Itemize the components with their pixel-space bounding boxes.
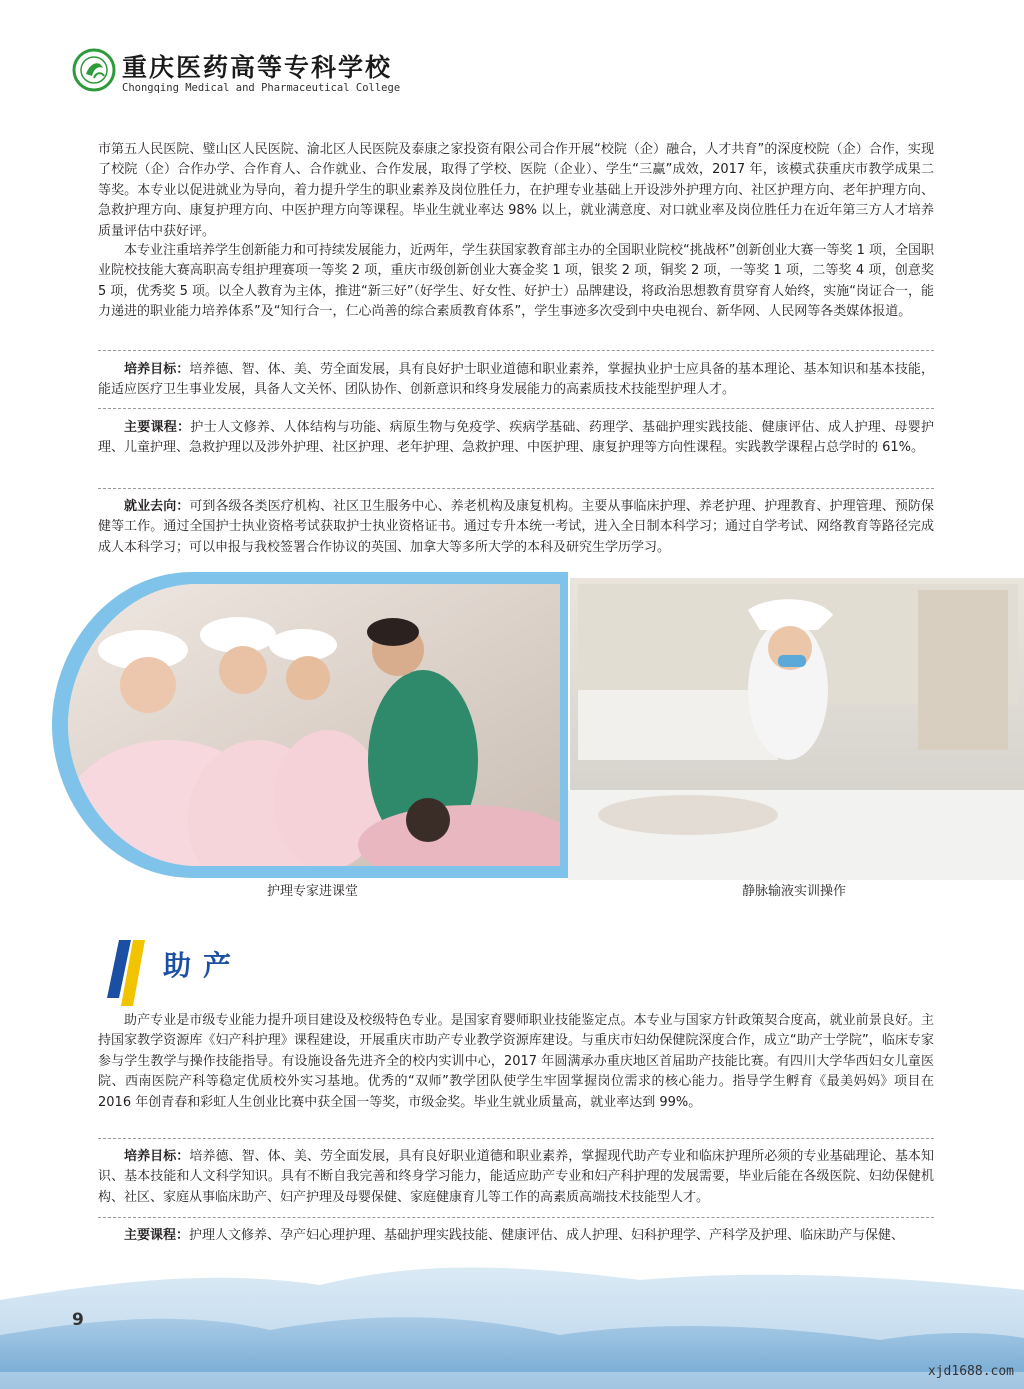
- caption-left-photo: 护理专家进课堂: [267, 884, 359, 899]
- divider: [98, 408, 934, 409]
- midwifery-goal: [98, 1147, 934, 1208]
- section-heading-midwifery: [105, 940, 405, 1010]
- footer-mountain-decoration: [0, 1240, 1024, 1389]
- course-text: 护士人文修养、人体结构与功能、病原生物与免疫学、疾病学基础、药理学、基础护理实践技能、健康评估、成人护理、母婴护理、儿童护理、急救护理以及涉外护理、社区护理、老年护理、急救护理、中医护理、康复护理等方向性课程。实践教学课程占总学时的 61%。: [98, 420, 934, 456]
- school-logo-icon: [72, 48, 116, 92]
- divider: [98, 488, 934, 489]
- divider: [98, 350, 934, 351]
- photo-strip: [0, 570, 1024, 880]
- goal-text: 培养德、智、体、美、劳全面发展，具有良好护士职业道德和职业素养，掌握执业护士应具备的基本理论、基本知识和基本技能，能适应医疗卫生事业发展，具备人文关怀、团队协作、创新意识和终身发展能力的高素质技术技能型护理人才。: [98, 362, 934, 398]
- page-number: 9: [72, 1310, 84, 1330]
- nursing-courses: [98, 418, 934, 459]
- school-name-english: Chongqing Medical and Pharmaceutical College: [122, 82, 401, 94]
- school-name-chinese: 重庆医药高等专科学校: [122, 53, 393, 82]
- nursing-goal: [98, 360, 934, 401]
- section-title: 助产: [163, 949, 244, 982]
- watermark: xjd1688.com: [927, 1364, 1014, 1379]
- goal-text: 培养德、智、体、美、劳全面发展，具有良好职业道德和职业素养，掌握现代助产专业和临床护理所必须的专业基础理论、基本知识、基本技能和人文科学知识。具有不断自我完善和终身学习能力，能适应助产专业和妇产科护理的发展需要，毕业后能在各级医院、妇幼保健机构、社区、家庭从事临床助产、妇产护理及母婴保健、家庭健康育儿等工作的高素质高端技术技能型人才。: [98, 1149, 934, 1205]
- caption-right-photo: 静脉输液实训操作: [742, 884, 847, 899]
- midwifery-paragraph-1: 助产专业是市级专业能力提升项目建设及校级特色专业。是国家育婴师职业技能鉴定点。本专业与国家方针政策契合度高，就业前景良好。主持国家教学资源库《妇产科护理》课程建设，开展重庆市助产专业教学资源库建设。与重庆市妇幼保健院深度合作，成立“助产士学院”，临床专家参与学生教学与操作技能指导。有设施设备先进齐全的校内实训中心，2017 年圆满承办重庆地区首届助产技能比赛。有四川大学华西妇女儿童医院、西南医院产科等稳定优质校外实习基地。优秀的“双师”教学团队使学生牢固掌握岗位需求的核心能力。指导学生孵育《最美妈妈》项目在 2016 年创青春和彩虹人生创业比赛中获全国一等奖，市级金奖。毕业生就业质量高，就业率达到 99%。: [98, 1013, 934, 1110]
- course-label: 主要课程：: [124, 420, 191, 435]
- photo-frame: [48, 570, 1024, 880]
- photo-iv-infusion-practice: [568, 584, 1024, 880]
- nursing-career: [98, 497, 934, 558]
- photo-expert-in-classroom: [58, 584, 578, 880]
- goal-label: 培养目标：: [124, 1149, 190, 1164]
- course-label: 主要课程：: [124, 1228, 190, 1243]
- divider: [98, 1138, 934, 1139]
- nursing-paragraph-2: 本专业注重培养学生创新能力和可持续发展能力，近两年，学生获国家教育部主办的全国职业院校“挑战杯”创新创业大赛一等奖 1 项，全国职业院校技能大赛高职高专组护理赛项一等奖 2 项，重庆市级创新创业大赛金奖 1 项，银奖 2 项，铜奖 2 项，一等奖 1 项，二等奖 4 项，创意奖 5 项，优秀奖 5 项。以全人教育为主体，推进“新三好”（好学生、好女性、好护士）品牌建设，将政治思想教育贯穿育人始终，实施“岗证合一，能力递进的职业能力培养体系”及“知行合一，仁心尚善的综合素质教育体系”，学生事迹多次受到中央电视台、新华网、人民网等各类媒体报道。: [98, 243, 935, 320]
- nursing-paragraph-1: 市第五人民医院、璧山区人民医院、渝北区人民医院及泰康之家投资有限公司合作开展“校院（企）融合，人才共育”的深度校院（企）合作，实现了校院（企）合作办学、合作育人、合作就业、合作发展，取得了学校、医院（企业）、学生“三赢”成效，2017 年，该模式获重庆市教学成果二等奖。本专业以促进就业为导向，着力提升学生的职业素养及岗位胜任力，在护理专业基础上开设涉外护理方向、社区护理方向、老年护理方向、急救护理方向、康复护理方向、中医护理方向等课程。毕业生就业率达 98% 以上，就业满意度、对口就业率及岗位胜任力在近年第三方人才培养质量评估中获好评。: [98, 142, 934, 239]
- page-header: [72, 44, 492, 104]
- career-label: 就业去向：: [124, 499, 190, 514]
- section-marker-icon: [105, 940, 155, 1006]
- divider: [98, 1217, 934, 1218]
- career-text: 可到各级各类医疗机构、社区卫生服务中心、养老机构及康复机构。主要从事临床护理、养老护理、护理教育、护理管理、预防保健等工作。通过全国护士执业资格考试获取护士执业资格证书。通过专升本统一考试，进入全日制本科学习；通过自学考试、网络教育等路径完成成人本科学习；可以申报与我校签署合作协议的英国、加拿大等多所大学的本科及研究生学历学习。: [98, 499, 934, 555]
- goal-label: 培养目标：: [124, 362, 190, 377]
- course-text: 护理人文修养、孕产妇心理护理、基础护理实践技能、健康评估、成人护理、妇科护理学、产科学及护理、临床助产与保健、: [189, 1228, 905, 1243]
